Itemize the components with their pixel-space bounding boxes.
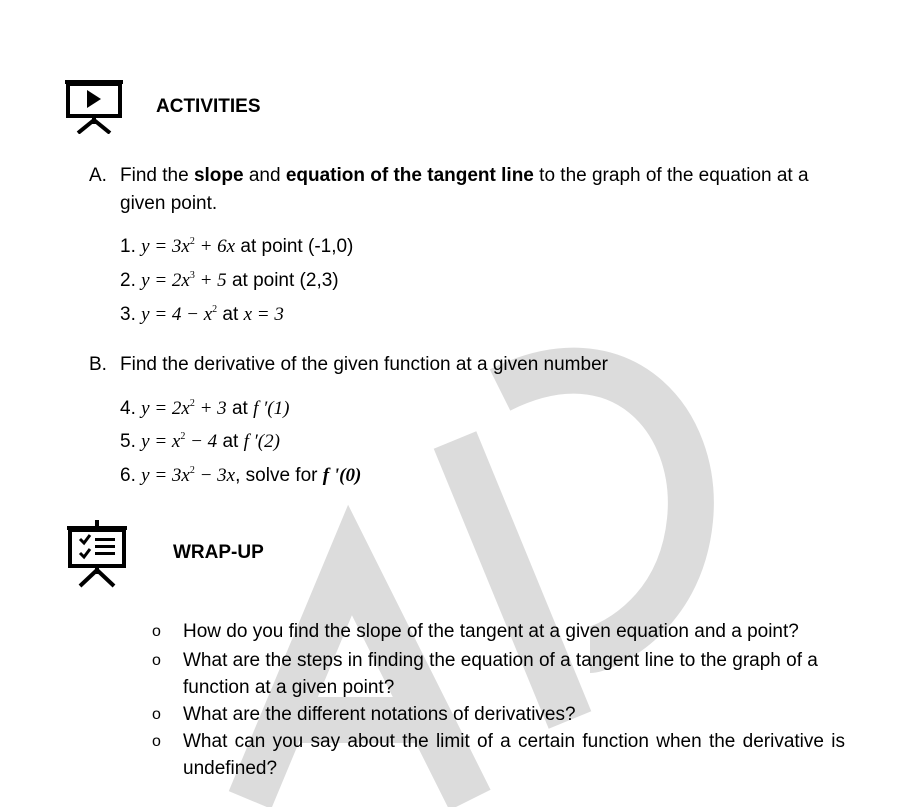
item-6 (120, 459, 361, 488)
item-number: 3. (120, 304, 136, 325)
activities-title: ACTIVITIES (156, 96, 261, 117)
watermark-letter-d (500, 371, 691, 650)
item-3 (120, 298, 284, 327)
item-suffix: , solve for (235, 465, 323, 486)
wrapup-question-3 (152, 701, 845, 728)
item-2 (120, 264, 339, 293)
bullet-circle: o (152, 706, 161, 723)
item-number: 4. (120, 398, 136, 419)
part-a-text-1: Find the (120, 165, 194, 186)
item-suffix: at (217, 431, 244, 452)
item-suffix: at point (-1,0) (235, 236, 354, 257)
wrapup-question-1 (152, 618, 845, 645)
item-equation: $y = 2x^2 + 3$ (141, 398, 227, 419)
item-equation: $y = 3x^2 + 6x$ (141, 236, 236, 257)
item-derivative-notation: f '(0) (322, 465, 362, 486)
item-suffix: at (226, 398, 254, 419)
item-equation: $y = 2x^3 + 5$ (141, 270, 227, 291)
wrapup-title: WRAP-UP (173, 542, 264, 563)
item-number: 5. (120, 431, 136, 452)
part-b-text: Find the derivative of the given function at a given number (120, 354, 608, 375)
item-suffix: at (217, 304, 244, 325)
presentation-checklist-icon (66, 520, 128, 590)
bullet-circle: o (152, 623, 161, 640)
item-number: 6. (120, 465, 136, 486)
bullet-circle: o (152, 733, 161, 750)
item-5 (120, 425, 280, 454)
part-a-text-3: to the graph of the equation at a given point. (120, 165, 809, 214)
question-text: What are the different notations of derivatives? (183, 704, 576, 725)
item-suffix: at point (2,3) (226, 270, 339, 291)
wrapup-question-2 (152, 647, 845, 701)
item-derivative-notation: f ′(1) (253, 398, 290, 419)
wrapup-questions (152, 618, 845, 782)
part-a-text-2: and (243, 165, 286, 186)
question-text: How do you find the slope of the tangent at a given equation and a point? (183, 621, 799, 642)
part-b-letter: B. (89, 354, 107, 375)
bullet-circle: o (152, 652, 161, 669)
item-number: 1. (120, 236, 136, 257)
item-equation: $y = 4 - x^2$ (141, 304, 218, 325)
question-text: What can you say about the limit of a certain function when the derivative is undefined? (183, 731, 845, 779)
item-suffix-math: x = 3 (243, 304, 284, 325)
item-1 (120, 230, 353, 259)
item-4 (120, 392, 289, 421)
item-number: 2. (120, 270, 136, 291)
part-a-instruction (89, 162, 842, 218)
wrapup-question-4 (152, 728, 845, 782)
presentation-play-icon (64, 80, 124, 134)
item-equation: $y = x^2 - 4$ (141, 431, 218, 452)
part-a-letter: A. (89, 165, 107, 186)
part-a-bold-tangent: equation of the tangent line (285, 165, 534, 186)
item-derivative-notation: f ′(2) (243, 431, 280, 452)
item-equation: $y = 3x^2 - 3x$ (141, 465, 236, 486)
question-text: What are the steps in finding the equation of a tangent line to the graph of a function at a given point? (183, 650, 818, 698)
part-b-instruction (89, 351, 842, 379)
part-a-bold-slope: slope (193, 165, 244, 186)
